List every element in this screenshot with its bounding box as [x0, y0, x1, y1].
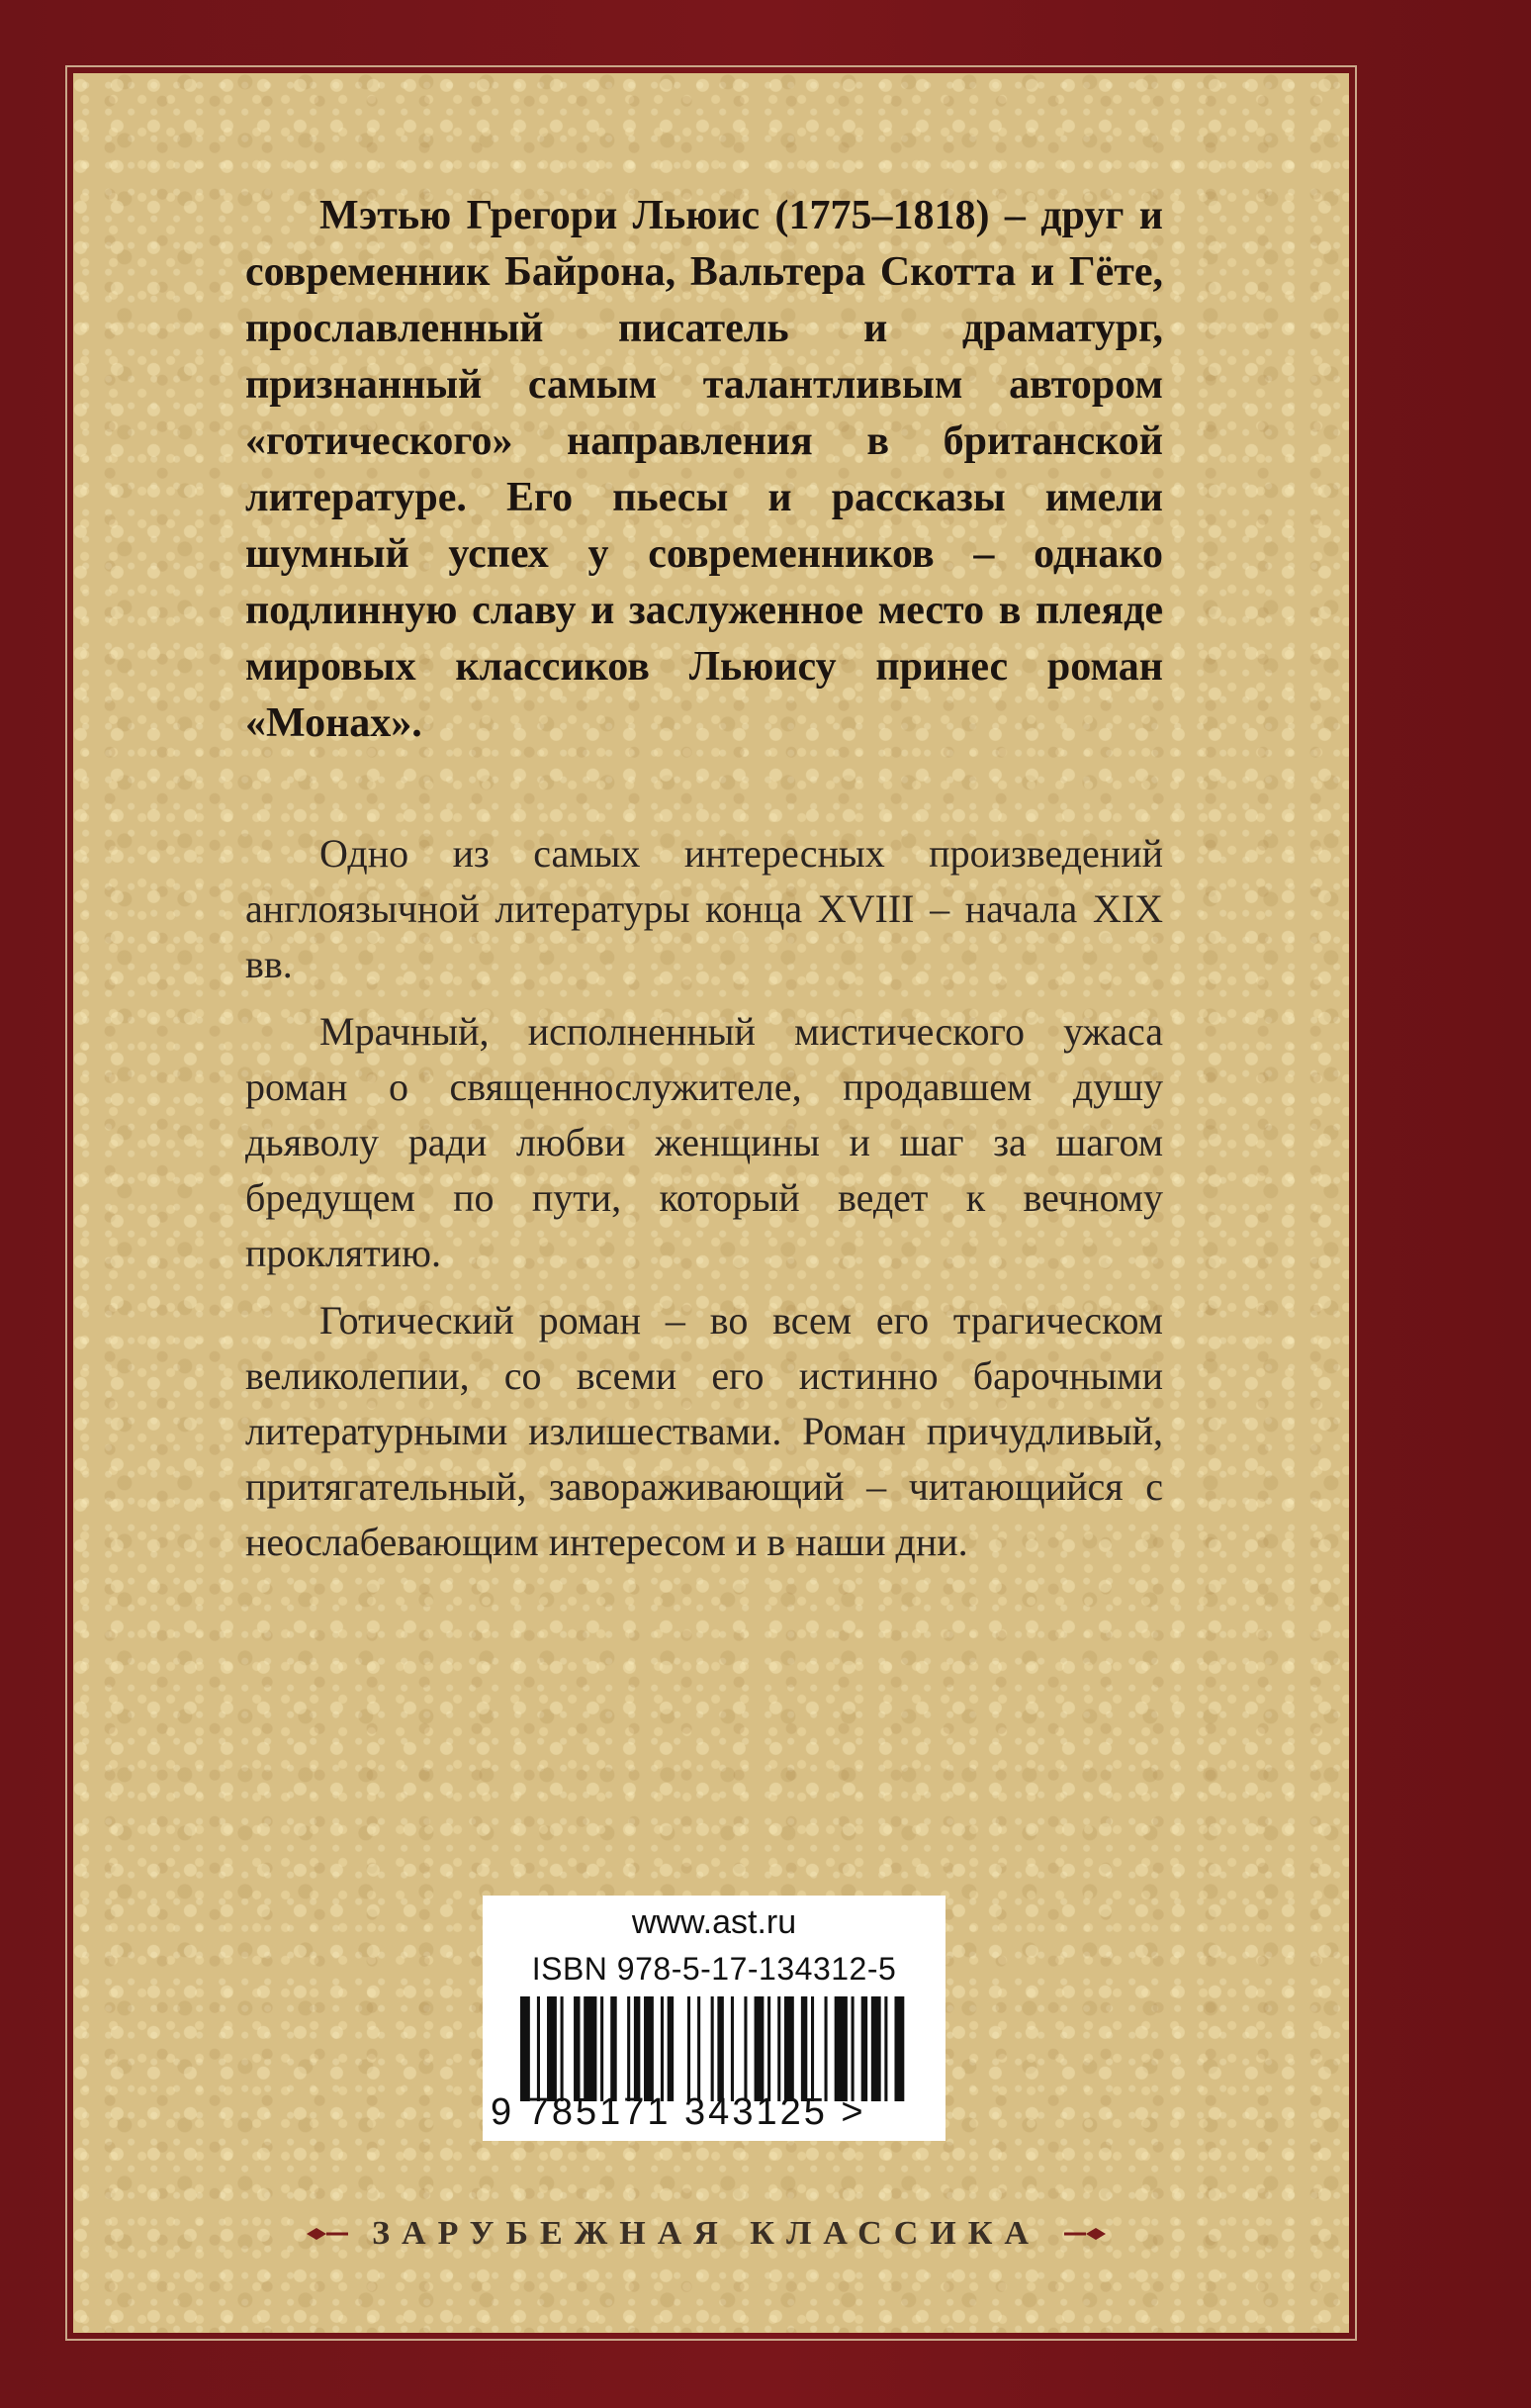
barcode-bar [634, 1996, 640, 2101]
author-bio: Мэтью Грегори Льюис (1775–1818) – друг и современник Байрона, Вальтера Скотта и Гёте, прославленный писатель и драматург, признанный самым талантливым автором «готического» направления в британской литературе. Его пьесы и рассказы имели шумный успех у современников – однако подлинную славу и заслуженное место в плеяде мировых классиков Льюису принес роман «Монах». [245, 193, 1163, 746]
barcode-bar [871, 1996, 881, 2101]
ornament-left-icon [305, 2224, 350, 2244]
barcode-bar [894, 1996, 904, 2101]
publisher-website: www.ast.ru [631, 1903, 797, 1941]
barcode-bar [561, 1996, 564, 2101]
barcode-bar [811, 1996, 814, 2101]
barcode-bar [731, 1996, 734, 2101]
barcode-digits: 9 785171 343125 > [491, 2091, 866, 2133]
barcode-bar [644, 1996, 654, 2101]
barcode-bar [852, 1996, 855, 2101]
ornament-right-icon [1062, 2224, 1108, 2244]
barcode-bar [884, 1996, 887, 2101]
book-description [245, 826, 1163, 1582]
barcode-bar [610, 1996, 616, 2101]
series-title: ЗАРУБЕЖНАЯ КЛАССИКА [372, 2215, 1040, 2252]
barcode-bar [600, 1996, 603, 2101]
barcode-bar [687, 1996, 690, 2101]
barcode-bar [767, 1996, 770, 2101]
barcode-bar [755, 1996, 765, 2101]
barcode-bar [537, 1996, 540, 2101]
barcode-bar [835, 1996, 848, 2101]
barcode-bar [801, 1996, 807, 2101]
barcode-bar [574, 1996, 580, 2101]
barcode-bars [520, 1996, 908, 2101]
isbn-number: ISBN 978-5-17-134312-5 [531, 1951, 897, 1987]
barcode-bar [627, 1996, 630, 2101]
description-paragraph-3: Готический роман – во всем его трагическом великолепии, со всеми его истинно барочными литературными излишествами. Роман причудливый, притягательный, завораживающий – читающийся с неослабевающим интересом и в наши дни. [245, 1298, 1163, 1564]
description-paragraph-2: Мрачный, исполненный мистического ужаса роман о священнослужителе, продавшем душу дьяволу ради любви женщины и шаг за шагом бредущем по пути, который ведет к вечному проклятию. [245, 1009, 1163, 1275]
barcode-bar [697, 1996, 700, 2101]
barcode-bar [520, 1996, 530, 2101]
barcode-bar [717, 1996, 723, 2101]
series-banner [249, 2204, 1163, 2264]
barcode-bar [711, 1996, 714, 2101]
barcode-graphic [520, 1996, 908, 2101]
barcode-bar [661, 1996, 664, 2101]
barcode-bar [584, 1996, 596, 2101]
barcode-bar [861, 1996, 867, 2101]
barcode-bar [547, 1996, 557, 2101]
barcode-bar [668, 1996, 674, 2101]
barcode-bar [784, 1996, 794, 2101]
barcode-box [483, 1896, 946, 2141]
barcode-bar [825, 1996, 828, 2101]
barcode-bar [744, 1996, 747, 2101]
description-paragraph-1: Одно из самых интересных произведений англоязычной литературы конца XVIII – начала XIX вв. [245, 831, 1163, 986]
barcode-bar [777, 1996, 780, 2101]
